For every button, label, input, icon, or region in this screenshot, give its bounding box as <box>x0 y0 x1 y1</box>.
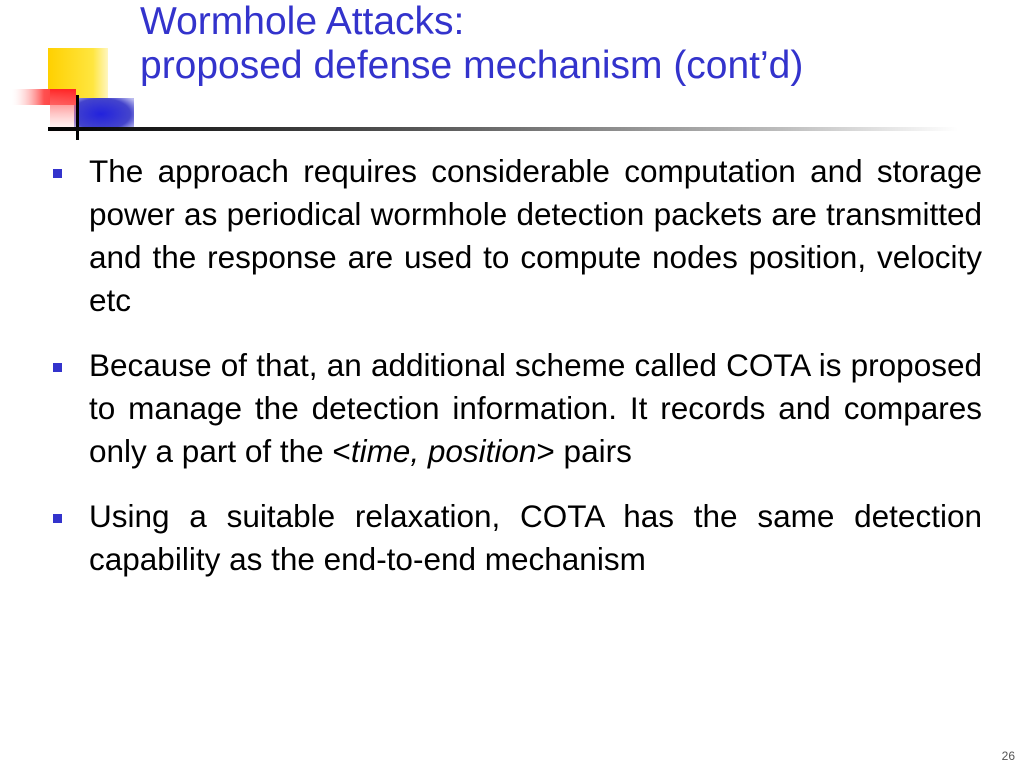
title-underline-rule <box>48 127 958 131</box>
bullet-square-icon <box>53 363 62 372</box>
slide-number: 26 <box>1001 749 1015 763</box>
bullet-text-1: The approach requires considerable computation and storage power as periodical wormhole detection packets are transmitted and the response are used to compute nodes position, velocity etc <box>89 153 982 318</box>
bullet-text-2 <box>89 347 982 469</box>
bullet-text-2-italic: time, position <box>350 433 537 469</box>
bullet-list <box>46 150 982 603</box>
slide-title-line-2: proposed defense mechanism (cont’d) <box>140 44 804 87</box>
black-vertical-line <box>76 95 79 140</box>
bullet-item-1 <box>46 150 982 322</box>
bullet-text-3: Using a suitable relaxation, COTA has the same detection capability as the end-to-end mechanism <box>89 498 982 577</box>
bullet-item-2 <box>46 344 982 473</box>
bullet-square-icon <box>53 169 62 178</box>
decorative-squares-logo <box>0 0 140 140</box>
bullet-text-2-after: > pairs <box>536 433 632 469</box>
slide-title <box>140 0 1000 88</box>
bullet-text-2-before: Because of that, an additional scheme called COTA is proposed to manage the detection information. It records and compares only a part of the < <box>89 347 982 469</box>
slide-title-line-1: Wormhole Attacks: <box>140 0 465 43</box>
bullet-item-3 <box>46 495 982 581</box>
bullet-square-icon <box>53 514 62 523</box>
blue-square <box>74 98 134 130</box>
